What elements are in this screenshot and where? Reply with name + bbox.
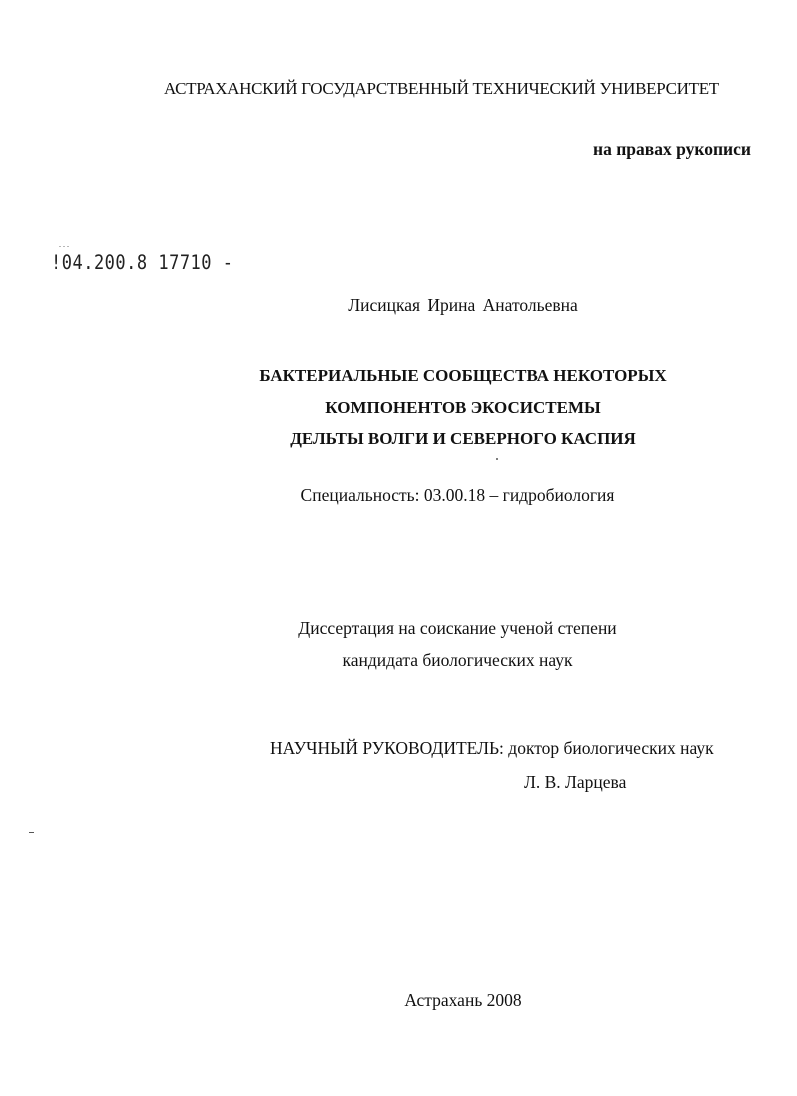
- supervisor-line: НАУЧНЫЙ РУКОВОДИТЕЛЬ: доктор биологических наук: [270, 738, 714, 758]
- dissertation-line-2: кандидата биологических наук: [342, 650, 573, 670]
- city-year: Астрахань 2008: [404, 990, 522, 1010]
- scan-speck: [29, 832, 34, 833]
- dissertation-line-1: Диссертация на соискание ученой степени: [298, 618, 617, 638]
- supervisor-name: Л. В. Ларцева: [524, 772, 627, 792]
- catalog-number-stamp: !04.200.8 17710 -: [51, 251, 234, 275]
- title-line-2: КОМПОНЕНТОВ ЭКОСИСТЕМЫ: [325, 397, 601, 417]
- dissertation-title: [0, 360, 797, 455]
- title-line-1: БАКТЕРИАЛЬНЫЕ СООБЩЕСТВА НЕКОТОРЫХ: [259, 366, 667, 385]
- specialty: Специальность: 03.00.18 – гидробиология: [300, 485, 615, 505]
- scan-speck: [496, 458, 498, 460]
- title-line-3: ДЕЛЬТЫ ВОЛГИ И СЕВЕРНОГО КАСПИЯ: [290, 429, 636, 448]
- catalog-marks: ...: [59, 240, 71, 249]
- manuscript-note: на правах рукописи: [593, 139, 751, 159]
- university-name: АСТРАХАНСКИЙ ГОСУДАРСТВЕННЫЙ ТЕХНИЧЕСКИЙ УНИВЕРСИТЕТ: [164, 79, 719, 98]
- dissertation-degree: [0, 612, 797, 676]
- author-name: Лисицкая Ирина Анатольевна: [348, 295, 578, 315]
